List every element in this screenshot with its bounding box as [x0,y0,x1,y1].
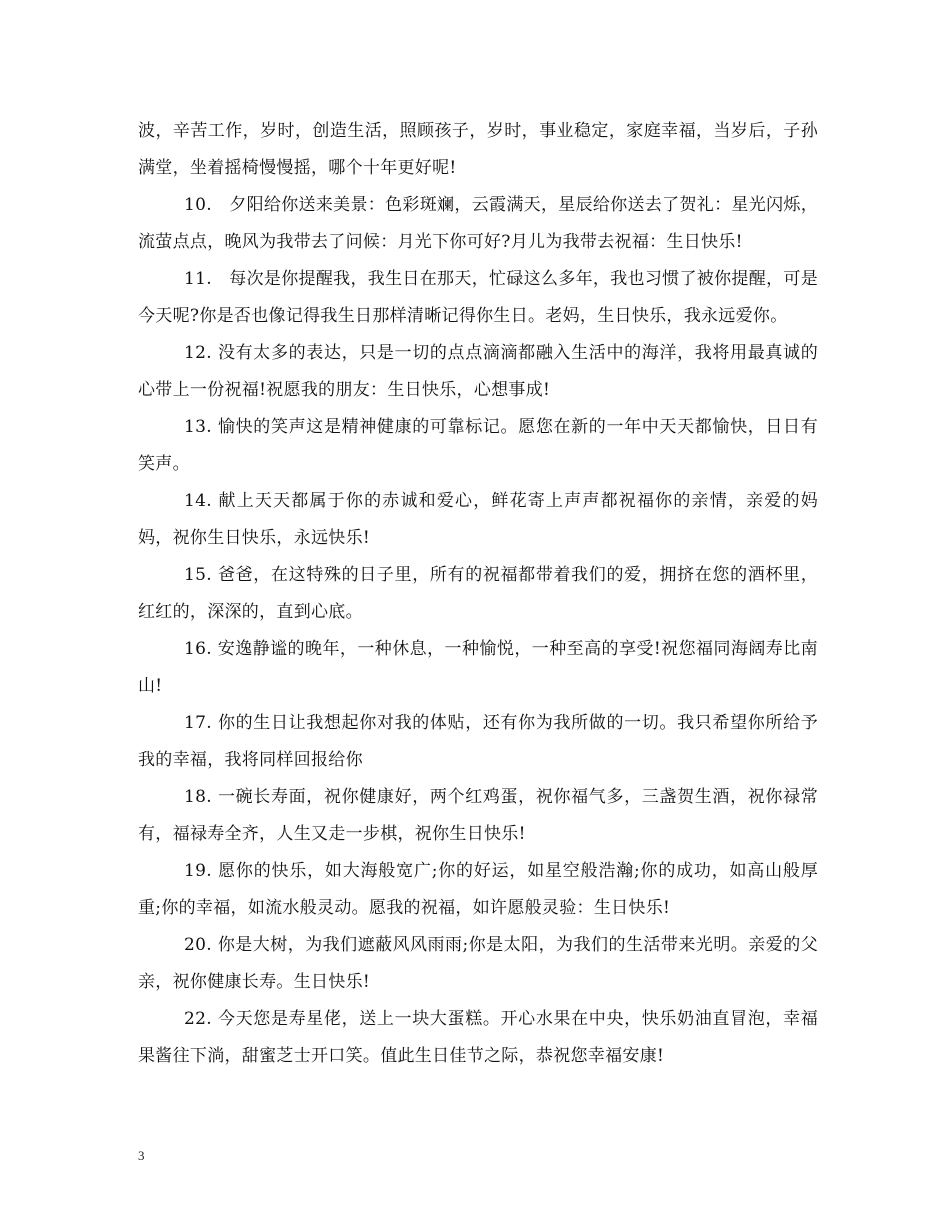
paragraph-item-17: 17. 你的生日让我想起你对我的体贴，还有你为我所做的一切。我只希望你所给予我的幸福，我将同样回报给你 [138,713,818,770]
paragraph-item-19: 19. 愿你的快乐，如大海般宽广;你的好运，如星空般浩瀚;你的成功，如高山般厚重;你的幸福，如流水般灵动。愿我的祝福，如许愿般灵验：生日快乐! [138,861,818,918]
document-body [138,113,836,1075]
page-number: 3 [138,1148,145,1163]
paragraph-item-13: 13. 愉快的笑声这是精神健康的可靠标记。愿您在新的一年中天天都愉快，日日有笑声。 [138,417,818,474]
paragraph-item-11: 11. 每次是你提醒我，我生日在那天，忙碌这么多年，我也习惯了被你提醒，可是今天呢?你是否也像记得我生日那样清晰记得你生日。老妈，生日快乐，我永远爱你。 [138,269,818,326]
paragraph-continuation: 波，辛苦工作，岁时，创造生活，照顾孩子，岁时，事业稳定，家庭幸福，当岁后，子孙满堂，坐着摇椅慢慢摇，哪个十年更好呢! [138,121,818,178]
paragraph-item-12: 12. 没有太多的表达，只是一切的点点滴滴都融入生活中的海洋，我将用最真诚的心带上一份祝福!祝愿我的朋友：生日快乐，心想事成! [138,343,818,400]
paragraph-item-22: 22. 今天您是寿星佬，送上一块大蛋糕。开心水果在中央，快乐奶油直冒泡，幸福 果酱往下淌，甜蜜芝士开口笑。值此生日佳节之际，恭祝您幸福安康! [138,1009,836,1066]
paragraph-item-14: 14. 献上天天都属于你的赤诚和爱心，鲜花寄上声声都祝福你的亲情，亲爱的妈妈，祝你生日快乐，永远快乐! [138,491,818,548]
paragraph-item-16: 16. 安逸静谧的晚年，一种休息，一种愉悦，一种至高的享受!祝您福同海阔寿比南山! [138,639,818,696]
paragraph-item-18: 18. 一碗长寿面，祝你健康好，两个红鸡蛋，祝你福气多，三盏贺生酒，祝你禄常有，福禄寿全齐，人生又走一步棋，祝你生日快乐! [138,787,818,844]
paragraph-item-20: 20. 你是大树，为我们遮蔽风风雨雨;你是太阳，为我们的生活带来光明。亲爱的父亲，祝你健康长寿。生日快乐! [138,935,818,992]
paragraph-item-10: 10. 夕阳给你送来美景：色彩斑斓，云霞满天，星辰给你送去了贺礼：星光闪烁，流萤点点，晚风为我带去了问候：月光下你可好?月儿为我带去祝福：生日快乐! [138,195,818,252]
paragraph-item-15: 15. 爸爸，在这特殊的日子里，所有的祝福都带着我们的爱，拥挤在您的酒杯里，红红的，深深的，直到心底。 [138,565,818,622]
